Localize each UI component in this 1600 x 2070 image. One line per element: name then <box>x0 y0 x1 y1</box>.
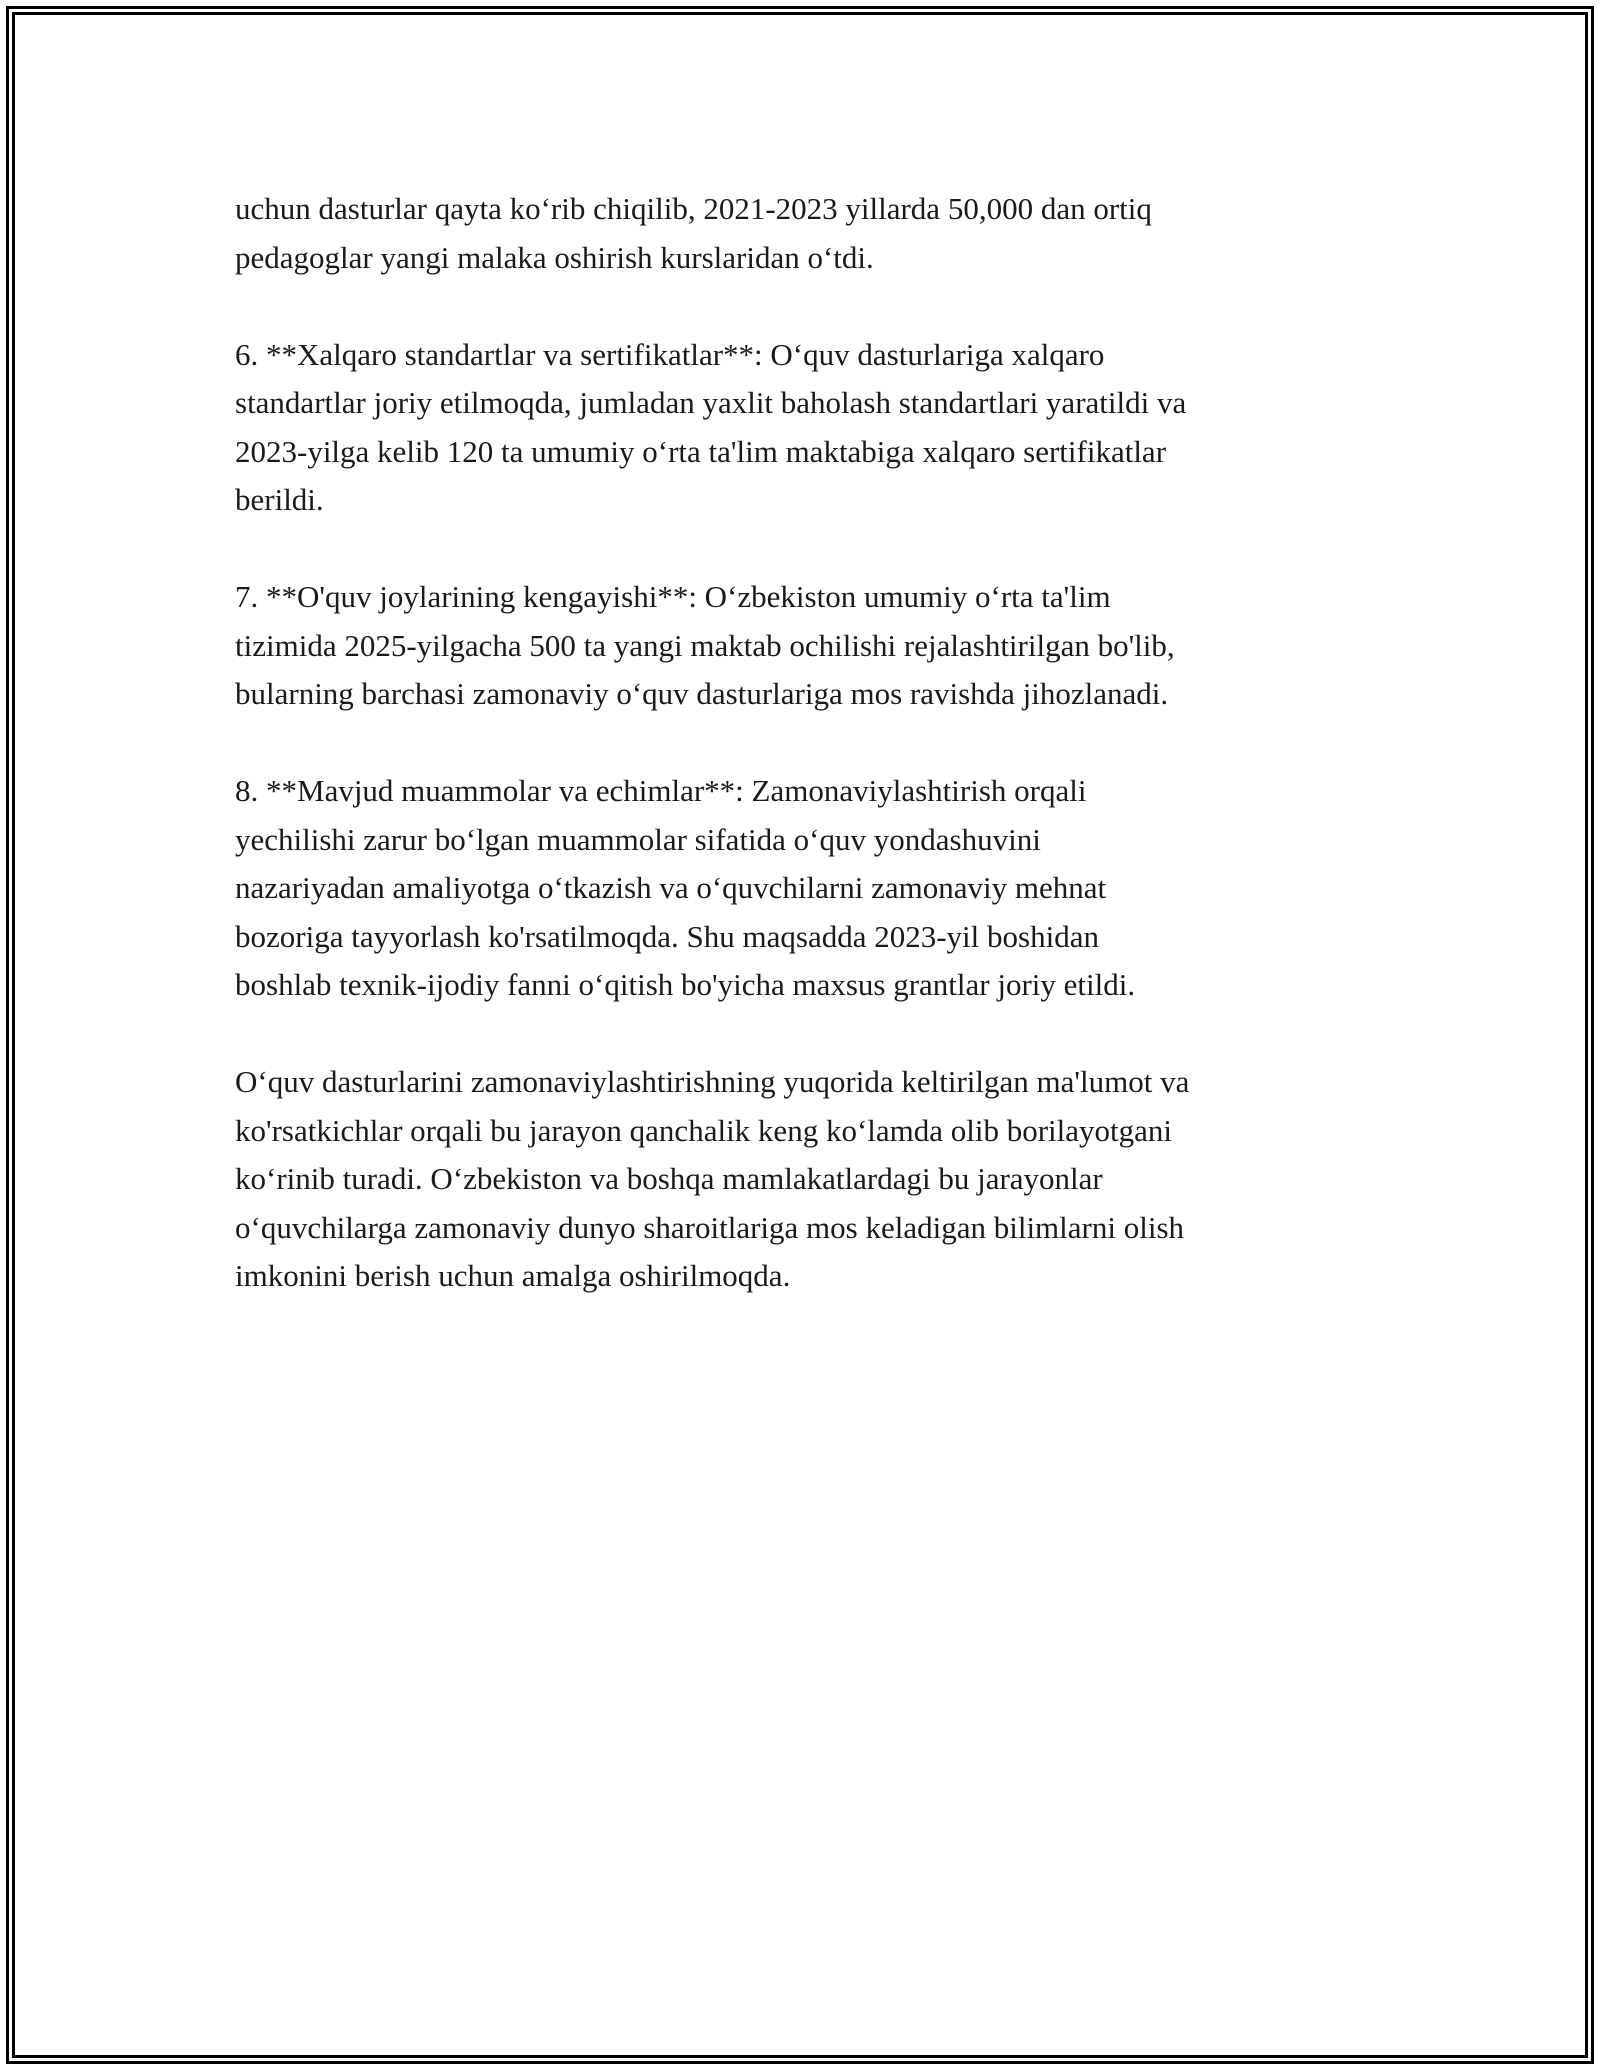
paragraph-item-7: 7. **O'quv joylarining kengayishi**: Oʻzbekiston umumiy oʻrta ta'lim tizimida 2025-yilgacha 500 ta yangi maktab ochilishi rejalashtirilgan bo'lib, bularning barchasi zamonaviy oʻquv dasturlariga mos ravishda jihozlanadi. <box>235 579 1175 711</box>
paragraph-conclusion: Oʻquv dasturlarini zamonaviylashtirishning yuqorida keltirilgan ma'lumot va ko'rsatkichlar orqali bu jarayon qanchalik keng koʻlamda olib borilayotgani koʻrinib turadi. Oʻzbekiston va boshqa mamlakatlardagi bu jarayonlar oʻquvchilarga zamonaviy dunyo sharoitlariga mos keladigan bilimlarni olish imkonini berish uchun amalga oshirilmoqda. <box>235 1064 1190 1293</box>
paragraph-item-6: 6. **Xalqaro standartlar va sertifikatlar**: Oʻquv dasturlariga xalqaro standartlar joriy etilmoqda, jumladan yaxlit baholash standartlari yaratildi va 2023-yilga kelib 120 ta umumiy oʻrta ta'lim maktabiga xalqaro sertifikatlar berildi. <box>235 336 1187 517</box>
paragraph-continuation: uchun dasturlar qayta koʻrib chiqilib, 2021-2023 yillarda 50,000 dan ortiq pedagoglar yangi malaka oshirish kurslaridan oʻtdi. <box>235 191 1152 275</box>
paragraph-item-8: 8. **Mavjud muammolar va echimlar**: Zamonaviylashtirish orqali yechilishi zarur boʻlgan muammolar sifatida oʻquv yondashuvini nazariyadan amaliyotga oʻtkazish va oʻquvchilarni zamonaviy mehnat bozoriga tayyorlash ko'rsatilmoqda. Shu maqsadda 2023-yil boshidan boshlab texnik-ijodiy fanni oʻqitish bo'yicha maxsus grantlar joriy etildi. <box>235 773 1136 1002</box>
document-body <box>235 185 1375 1349</box>
